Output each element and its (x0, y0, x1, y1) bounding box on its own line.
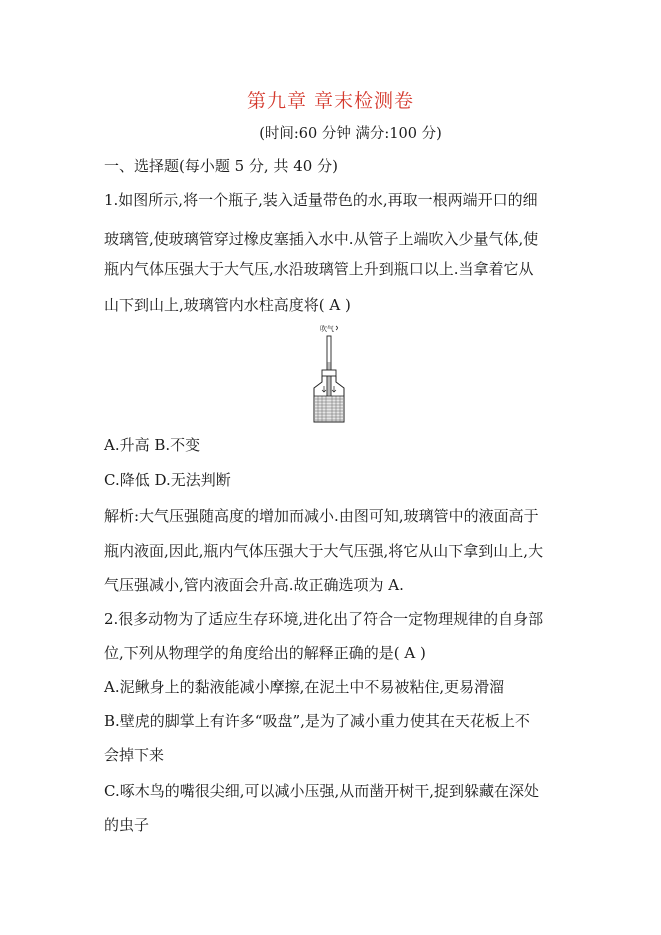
q2-option-b-line2: 会掉下来 (104, 746, 165, 764)
q1-analysis-line3: 气压强减小,管内液面会升高.故正确选项为 A. (104, 576, 404, 594)
q1-text-line1: 1.如图所示,将一个瓶子,装入适量带色的水,再取一根两端开口的细 (104, 191, 538, 209)
q2-option-b-line1: B.壁虎的脚掌上有许多“吸盘”,是为了减小重力使其在天花板上不 (104, 712, 530, 730)
q2-text-line2: 位,下列从物理学的角度给出的解释正确的是( A ) (104, 644, 426, 662)
bottle-figure (300, 322, 360, 432)
q2-option-a: A.泥鳅身上的黏液能减小摩擦,在泥土中不易被粘住,更易滑溜 (104, 678, 505, 696)
q2-option-c-line2: 的虫子 (104, 816, 150, 834)
breath-mark (336, 326, 338, 330)
pressure-arrow-right (332, 386, 336, 392)
rubber-stopper (322, 370, 336, 376)
bottle-water (315, 396, 343, 422)
pressure-arrow-left (322, 386, 326, 392)
exam-info: (时间:60 分钟 满分:100 分) (259, 126, 442, 142)
q1-text-line4: 山下到山上,玻璃管内水柱高度将( A ) (104, 296, 351, 314)
q1-text-line2: 玻璃管,使玻璃管穿过橡皮塞插入水中.从管子上端吹入少量气体,使 (104, 230, 539, 248)
q1-text-line3: 瓶内气体压强大于大气压,水沿玻璃管上升到瓶口以上.当拿着它从 (104, 260, 534, 278)
q1-options-line2: C.降低 D.无法判断 (104, 471, 231, 489)
chapter-title: 第九章 章末检测卷 (246, 90, 415, 112)
q1-options-line1: A.升高 B.不变 (104, 436, 201, 454)
q2-option-c-line1: C.啄木鸟的嘴很尖细,可以减小压强,从而凿开树干,捉到躲藏在深处 (104, 782, 540, 800)
blow-label: 吹气 (320, 325, 334, 333)
section-heading: 一、选择题(每小题 5 分, 共 40 分) (104, 157, 338, 175)
q1-analysis-line2: 瓶内液面,因此,瓶内气体压强大于大气压强,将它从山下拿到山上,大 (104, 542, 544, 560)
q1-analysis-line1: 解析:大气压强随高度的增加而减小.由图可知,玻璃管中的液面高于 (104, 507, 539, 525)
q2-text-line1: 2.很多动物为了适应生存环境,进化出了符合一定物理规律的自身部 (104, 610, 544, 628)
